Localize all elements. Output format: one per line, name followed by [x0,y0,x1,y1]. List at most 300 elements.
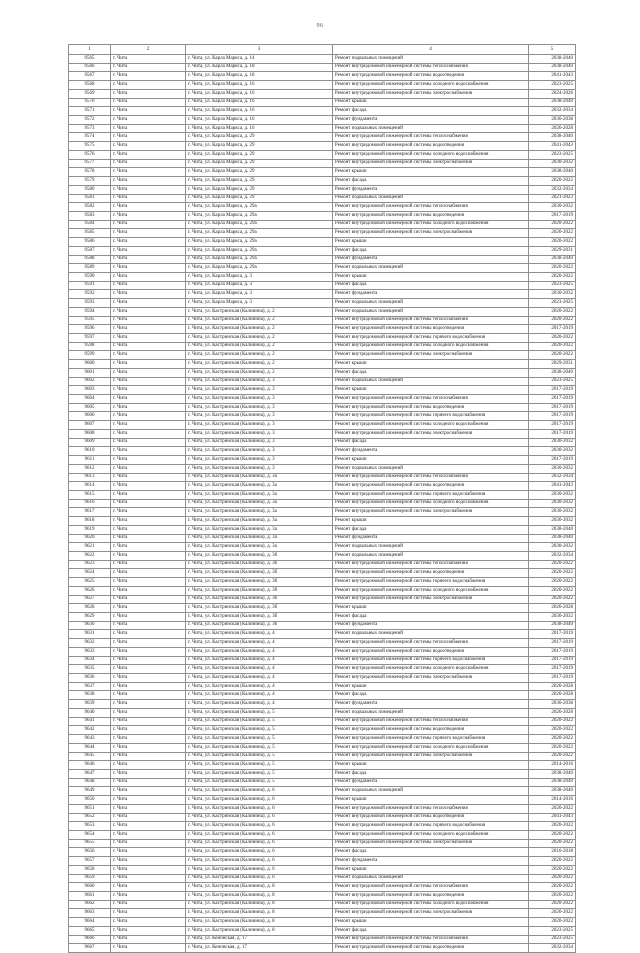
address-cell: г. Чита, ул. Кастринская (Калинина), д. 3 [186,386,333,395]
work-type-cell: Ремонт фасада [333,107,529,116]
row-number-cell: 9640 [69,708,111,717]
address-cell: г. Чита, ул. Кастринская (Калинина), д. 2 [186,351,333,360]
table-row [69,299,576,308]
period-cell: 2030-2032 [529,438,576,447]
work-type-cell: Ремонт внутридомовой инженерной системы холодного водоснабжения [333,499,529,508]
period-cell: 2020-2022 [529,822,576,831]
work-type-cell: Ремонт подвальных помещений [333,124,529,133]
city-cell: г. Чита [111,429,186,438]
city-cell: г. Чита [111,307,186,316]
work-type-cell: Ремонт подвальных помещений [333,307,529,316]
city-cell: г. Чита [111,421,186,430]
work-type-cell: Ремонт внутридомовой инженерной системы горячего водоснабжения [333,490,529,499]
city-cell: г. Чита [111,813,186,822]
period-cell: 2023-2025 [529,935,576,944]
address-cell: г. Чита, ул. Кастринская (Калинина), д. 8 [186,892,333,901]
row-number-cell: 9581 [69,194,111,203]
city-cell: г. Чита [111,708,186,717]
address-cell: г. Чита, ул. Кастринская (Калинина), д. 4 [186,682,333,691]
row-number-cell: 9641 [69,717,111,726]
table-row [69,534,576,543]
work-type-cell: Ремонт внутридомовой инженерной системы горячего водоснабжения [333,578,529,587]
address-cell: г. Чита, ул. Кастринская (Калинина), д. 6 [186,787,333,796]
row-number-cell: 9625 [69,578,111,587]
address-cell: г. Чита, ул. Кастринская (Калинина), д. 3а [186,534,333,543]
work-type-cell: Ремонт крыши [333,168,529,177]
work-type-cell: Ремонт внутридомовой инженерной системы электроснабжения [333,909,529,918]
city-cell: г. Чита [111,665,186,674]
period-cell: 2017-2019 [529,421,576,430]
work-type-cell: Ремонт крыши [333,918,529,927]
table-row [69,761,576,770]
address-cell: г. Чита, ул. Кастринская (Калинина), д. 5 [186,735,333,744]
work-type-cell: Ремонт фасада [333,525,529,534]
address-cell: г. Чита, ул. Карла Маркса, д. 16 [186,81,333,90]
row-number-cell: 9567 [69,72,111,81]
city-cell: г. Чита [111,412,186,421]
address-cell: г. Чита, ул. Кастринская (Калинина), д. 8 [186,900,333,909]
city-cell: г. Чита [111,900,186,909]
work-type-cell: Ремонт внутридомовой инженерной системы водоотведения [333,892,529,901]
table-row [69,386,576,395]
city-cell: г. Чита [111,447,186,456]
period-cell: 2038-2040 [529,168,576,177]
row-number-cell: 9637 [69,682,111,691]
city-cell: г. Чита [111,464,186,473]
work-type-cell: Ремонт фасада [333,281,529,290]
period-cell: 2017-2019 [529,429,576,438]
address-cell: г. Чита, ул. Кастринская (Калинина), д. 2 [186,334,333,343]
address-cell: г. Чита, ул. Кастринская (Калинина), д. 4 [186,630,333,639]
address-cell: г. Чита, ул. Карла Маркса, д. 29а [186,211,333,220]
period-cell: 2030-2032 [529,290,576,299]
table-row [69,735,576,744]
period-cell: 2026-2028 [529,604,576,613]
row-number-cell: 9643 [69,735,111,744]
row-number-cell: 9586 [69,238,111,247]
period-cell: 2030-2032 [529,613,576,622]
work-type-cell: Ремонт внутридомовой инженерной системы холодного водоснабжения [333,220,529,229]
table-row [69,865,576,874]
row-number-cell: 9634 [69,656,111,665]
work-type-cell: Ремонт фундамента [333,621,529,630]
city-cell: г. Чита [111,804,186,813]
city-cell: г. Чита [111,368,186,377]
row-number-cell: 9618 [69,517,111,526]
row-number-cell: 9617 [69,508,111,517]
address-cell: г. Чита, ул. Кастринская (Калинина), д. 4 [186,665,333,674]
work-type-cell: Ремонт крыши [333,682,529,691]
row-number-cell: 9582 [69,203,111,212]
city-cell: г. Чита [111,621,186,630]
period-cell: 2038-2040 [529,778,576,787]
address-cell: г. Чита, ул. Кастринская (Калинина), д. 3 [186,421,333,430]
table-row [69,874,576,883]
work-type-cell: Ремонт внутридомовой инженерной системы водоотведения [333,72,529,81]
period-cell: 2021-2023 [529,194,576,203]
table-row [69,839,576,848]
city-cell: г. Чита [111,159,186,168]
address-cell: г. Чита, ул. Кастринская (Калинина), д. 3 [186,429,333,438]
row-number-cell: 9601 [69,368,111,377]
period-cell: 2023-2025 [529,281,576,290]
table-row [69,674,576,683]
table-row [69,717,576,726]
row-number-cell: 9657 [69,857,111,866]
work-type-cell: Ремонт фасада [333,769,529,778]
period-cell: 2016-2018 [529,848,576,857]
row-number-cell: 9600 [69,360,111,369]
address-cell: г. Чита, ул. Карла Маркса, д. 29 [186,150,333,159]
address-cell: г. Чита, ул. Кастринская (Калинина), д. 3б [186,551,333,560]
table-row [69,665,576,674]
table-row [69,246,576,255]
table-row [69,473,576,482]
row-number-cell: 9620 [69,534,111,543]
table-row [69,63,576,72]
period-cell: 2020-2022 [529,220,576,229]
city-cell: г. Чита [111,194,186,203]
row-number-cell: 9632 [69,639,111,648]
row-number-cell: 9580 [69,185,111,194]
row-number-cell: 9593 [69,299,111,308]
row-number-cell: 9658 [69,865,111,874]
work-type-cell: Ремонт внутридомовой инженерной системы теплоснабжения [333,473,529,482]
city-cell: г. Чита [111,290,186,299]
repair-program-table [68,44,576,953]
table-row [69,229,576,238]
address-cell: г. Чита, ул. Кастринская (Калинина), д. 3 [186,447,333,456]
work-type-cell: Ремонт подвальных помещений [333,464,529,473]
city-cell: г. Чита [111,185,186,194]
city-cell: г. Чита [111,586,186,595]
city-cell: г. Чита [111,508,186,517]
period-cell: 2030-2032 [529,499,576,508]
work-type-cell: Ремонт подвальных помещений [333,377,529,386]
work-type-cell: Ремонт внутридомовой инженерной системы теплоснабжения [333,203,529,212]
table-row [69,769,576,778]
period-cell: 2023-2025 [529,299,576,308]
city-cell: г. Чита [111,534,186,543]
work-type-cell: Ремонт внутридомовой инженерной системы теплоснабжения [333,639,529,648]
city-cell: г. Чита [111,700,186,709]
row-number-cell: 9598 [69,342,111,351]
table-row [69,133,576,142]
table-row [69,438,576,447]
period-cell: 2020-2022 [529,334,576,343]
table-row [69,177,576,186]
period-cell: 2020-2022 [529,578,576,587]
city-cell: г. Чита [111,272,186,281]
period-cell: 2020-2022 [529,857,576,866]
address-cell: г. Чита, ул. Кастринская (Калинина), д. 6 [186,874,333,883]
address-cell: г. Чита, ул. Кастринская (Калинина), д. 5 [186,726,333,735]
period-cell: 2032-2034 [529,473,576,482]
work-type-cell: Ремонт внутридомовой инженерной системы холодного водоснабжения [333,830,529,839]
row-number-cell: 9646 [69,761,111,770]
row-number-cell: 9611 [69,456,111,465]
address-cell: г. Чита, ул. Кастринская (Калинина), д. 4 [186,647,333,656]
period-cell: 2017-2019 [529,386,576,395]
row-number-cell: 9615 [69,490,111,499]
row-number-cell: 9619 [69,525,111,534]
period-cell: 2020-2022 [529,909,576,918]
table-row [69,543,576,552]
table-row [69,490,576,499]
work-type-cell: Ремонт фундамента [333,255,529,264]
work-type-cell: Ремонт внутридомовой инженерной системы теплоснабжения [333,316,529,325]
address-cell: г. Чита, ул. Карла Маркса, д. 29 [186,142,333,151]
table-row [69,150,576,159]
row-number-cell: 9595 [69,316,111,325]
work-type-cell: Ремонт внутридомовой инженерной системы электроснабжения [333,508,529,517]
period-cell: 2020-2022 [529,351,576,360]
address-cell: г. Чита, ул. Кастринская (Калинина), д. 2 [186,307,333,316]
period-cell: 2024-2026 [529,89,576,98]
row-number-cell: 9628 [69,604,111,613]
city-cell: г. Чита [111,761,186,770]
city-cell: г. Чита [111,778,186,787]
period-cell: 2020-2022 [529,229,576,238]
row-number-cell: 9606 [69,412,111,421]
row-number-cell: 9630 [69,621,111,630]
city-cell: г. Чита [111,499,186,508]
table-row [69,935,576,944]
city-cell: г. Чита [111,735,186,744]
address-cell: г. Чита, ул. Кастринская (Калинина), д. 2 [186,316,333,325]
address-cell: г. Чита, ул. Кастринская (Калинина), д. 3 [186,456,333,465]
row-number-cell: 9635 [69,665,111,674]
city-cell: г. Чита [111,124,186,133]
table-row [69,517,576,526]
city-cell: г. Чита [111,839,186,848]
work-type-cell: Ремонт крыши [333,456,529,465]
table-row [69,395,576,404]
period-cell: 2030-2032 [529,464,576,473]
address-cell: г. Чита, ул. Кастринская (Калинина), д. 3 [186,395,333,404]
table-row [69,377,576,386]
work-type-cell: Ремонт фундамента [333,290,529,299]
table-row [69,124,576,133]
row-number-cell: 9665 [69,926,111,935]
table-row [69,412,576,421]
city-cell: г. Чита [111,883,186,892]
city-cell: г. Чита [111,743,186,752]
row-number-cell: 9609 [69,438,111,447]
table-row [69,342,576,351]
address-cell: г. Чита, ул. Кастринская (Калинина), д. 2 [186,342,333,351]
work-type-cell: Ремонт подвальных помещений [333,551,529,560]
city-cell: г. Чита [111,116,186,125]
row-number-cell: 9576 [69,150,111,159]
row-number-cell: 9655 [69,839,111,848]
row-number-cell: 9573 [69,124,111,133]
table-row [69,508,576,517]
table-row [69,639,576,648]
city-cell: г. Чита [111,682,186,691]
row-number-cell: 9597 [69,334,111,343]
period-cell: 2023-2025 [529,377,576,386]
period-cell: 2032-2034 [529,185,576,194]
work-type-cell: Ремонт подвальных помещений [333,194,529,203]
period-cell: 2038-2040 [529,368,576,377]
city-cell: г. Чита [111,926,186,935]
row-number-cell: 9631 [69,630,111,639]
period-cell: 2020-2022 [529,342,576,351]
city-cell: г. Чита [111,647,186,656]
row-number-cell: 9652 [69,813,111,822]
table-row [69,796,576,805]
city-cell: г. Чита [111,229,186,238]
work-type-cell: Ремонт подвальных помещений [333,55,529,64]
address-cell: г. Чита, ул. Кастринская (Калинина), д. 3а [186,499,333,508]
city-cell: г. Чита [111,351,186,360]
row-number-cell: 9605 [69,403,111,412]
row-number-cell: 9570 [69,98,111,107]
period-cell: 2017-2019 [529,403,576,412]
period-cell: 2017-2019 [529,325,576,334]
period-cell: 2020-2022 [529,726,576,735]
work-type-cell: Ремонт фасада [333,368,529,377]
table-row [69,604,576,613]
table-row [69,456,576,465]
period-cell: 2020-2022 [529,804,576,813]
row-number-cell: 9664 [69,918,111,927]
city-cell: г. Чита [111,752,186,761]
period-cell: 2020-2022 [529,264,576,273]
work-type-cell: Ремонт фундамента [333,185,529,194]
period-cell: 2020-2022 [529,839,576,848]
period-cell: 2041-2043 [529,72,576,81]
header-col-2: 2 [111,45,186,55]
address-cell: г. Чита, ул. Кастринская (Калинина), д. 6 [186,839,333,848]
city-cell: г. Чита [111,238,186,247]
period-cell: 2032-2034 [529,107,576,116]
city-cell: г. Чита [111,717,186,726]
period-cell: 2038-2040 [529,55,576,64]
address-cell: г. Чита, ул. Кастринская (Калинина), д. 6 [186,848,333,857]
address-cell: г. Чита, ул. Кастринская (Калинина), д. 3б [186,578,333,587]
work-type-cell: Ремонт подвальных помещений [333,299,529,308]
table-row [69,220,576,229]
city-cell: г. Чита [111,560,186,569]
row-number-cell: 9638 [69,691,111,700]
work-type-cell: Ремонт внутридомовой инженерной системы холодного водоснабжения [333,342,529,351]
period-cell: 2030-2032 [529,508,576,517]
table-row [69,892,576,901]
city-cell: г. Чита [111,630,186,639]
work-type-cell: Ремонт крыши [333,98,529,107]
table-row [69,560,576,569]
address-cell: г. Чита, ул. Кастринская (Калинина), д. 6 [186,804,333,813]
period-cell: 2020-2022 [529,735,576,744]
work-type-cell: Ремонт внутридомовой инженерной системы горячего водоснабжения [333,822,529,831]
address-cell: г. Чита, ул. Карла Маркса, д. 29 [186,194,333,203]
address-cell: г. Чита, ул. Карла Маркса, д. 16 [186,107,333,116]
table-row [69,281,576,290]
table-row [69,822,576,831]
address-cell: г. Чита, ул. Кастринская (Калинина), д. 5 [186,752,333,761]
period-cell: 2020-2022 [529,900,576,909]
row-number-cell: 9666 [69,935,111,944]
work-type-cell: Ремонт внутридомовой инженерной системы электроснабжения [333,159,529,168]
row-number-cell: 9624 [69,569,111,578]
row-number-cell: 9599 [69,351,111,360]
table-row [69,700,576,709]
work-type-cell: Ремонт внутридомовой инженерной системы теплоснабжения [333,395,529,404]
address-cell: г. Чита, ул. Кастринская (Калинина), д. 5 [186,761,333,770]
work-type-cell: Ремонт внутридомовой инженерной системы теплоснабжения [333,133,529,142]
table-row [69,621,576,630]
work-type-cell: Ремонт крыши [333,865,529,874]
table-row [69,848,576,857]
address-cell: г. Чита, ул. Кастринская (Калинина), д. 3а [186,473,333,482]
table-row [69,360,576,369]
work-type-cell: Ремонт фасада [333,691,529,700]
row-number-cell: 9647 [69,769,111,778]
city-cell: г. Чита [111,551,186,560]
city-cell: г. Чита [111,81,186,90]
work-type-cell: Ремонт внутридомовой инженерной системы холодного водоснабжения [333,81,529,90]
period-cell: 2017-2019 [529,647,576,656]
table-row [69,142,576,151]
table-row [69,787,576,796]
table-row [69,168,576,177]
row-number-cell: 9650 [69,796,111,805]
period-cell: 2030-2032 [529,203,576,212]
address-cell: г. Чита, ул. Кастринская (Калинина), д. 5 [186,717,333,726]
period-cell: 2030-2032 [529,543,576,552]
work-type-cell: Ремонт фасада [333,177,529,186]
period-cell: 2023-2025 [529,926,576,935]
row-number-cell: 9649 [69,787,111,796]
address-cell: г. Чита, ул. Кастринская (Калинина), д. 3б [186,595,333,604]
table-row [69,421,576,430]
table-row [69,647,576,656]
row-number-cell: 9579 [69,177,111,186]
period-cell: 2020-2022 [529,918,576,927]
work-type-cell: Ремонт крыши [333,360,529,369]
city-cell: г. Чита [111,72,186,81]
address-cell: г. Чита, ул. Кастринская (Калинина), д. 6 [186,813,333,822]
city-cell: г. Чита [111,211,186,220]
header-col-1: 1 [69,45,111,55]
address-cell: г. Чита, ул. Кастринская (Калинина), д. 6 [186,857,333,866]
period-cell: 2020-2022 [529,586,576,595]
work-type-cell: Ремонт внутридомовой инженерной системы горячего водоснабжения [333,735,529,744]
city-cell: г. Чита [111,473,186,482]
period-cell: 2038-2040 [529,63,576,72]
table-row [69,857,576,866]
period-cell: 2020-2022 [529,752,576,761]
address-cell: г. Чита, ул. Кастринская (Калинина), д. 3 [186,438,333,447]
city-cell: г. Чита [111,107,186,116]
work-type-cell: Ремонт подвальных помещений [333,874,529,883]
table-row [69,194,576,203]
address-cell: г. Чита, ул. Кастринская (Калинина), д. 3 [186,464,333,473]
work-type-cell: Ремонт подвальных помещений [333,543,529,552]
table-row [69,464,576,473]
work-type-cell: Ремонт внутридомовой инженерной системы электроснабжения [333,229,529,238]
row-number-cell: 9565 [69,55,111,64]
period-cell: 2023-2025 [529,81,576,90]
city-cell: г. Чита [111,299,186,308]
city-cell: г. Чита [111,857,186,866]
city-cell: г. Чита [111,639,186,648]
period-cell: 2041-2043 [529,813,576,822]
table-row [69,203,576,212]
address-cell: г. Чита, ул. Кастринская (Калинина), д. 3б [186,621,333,630]
